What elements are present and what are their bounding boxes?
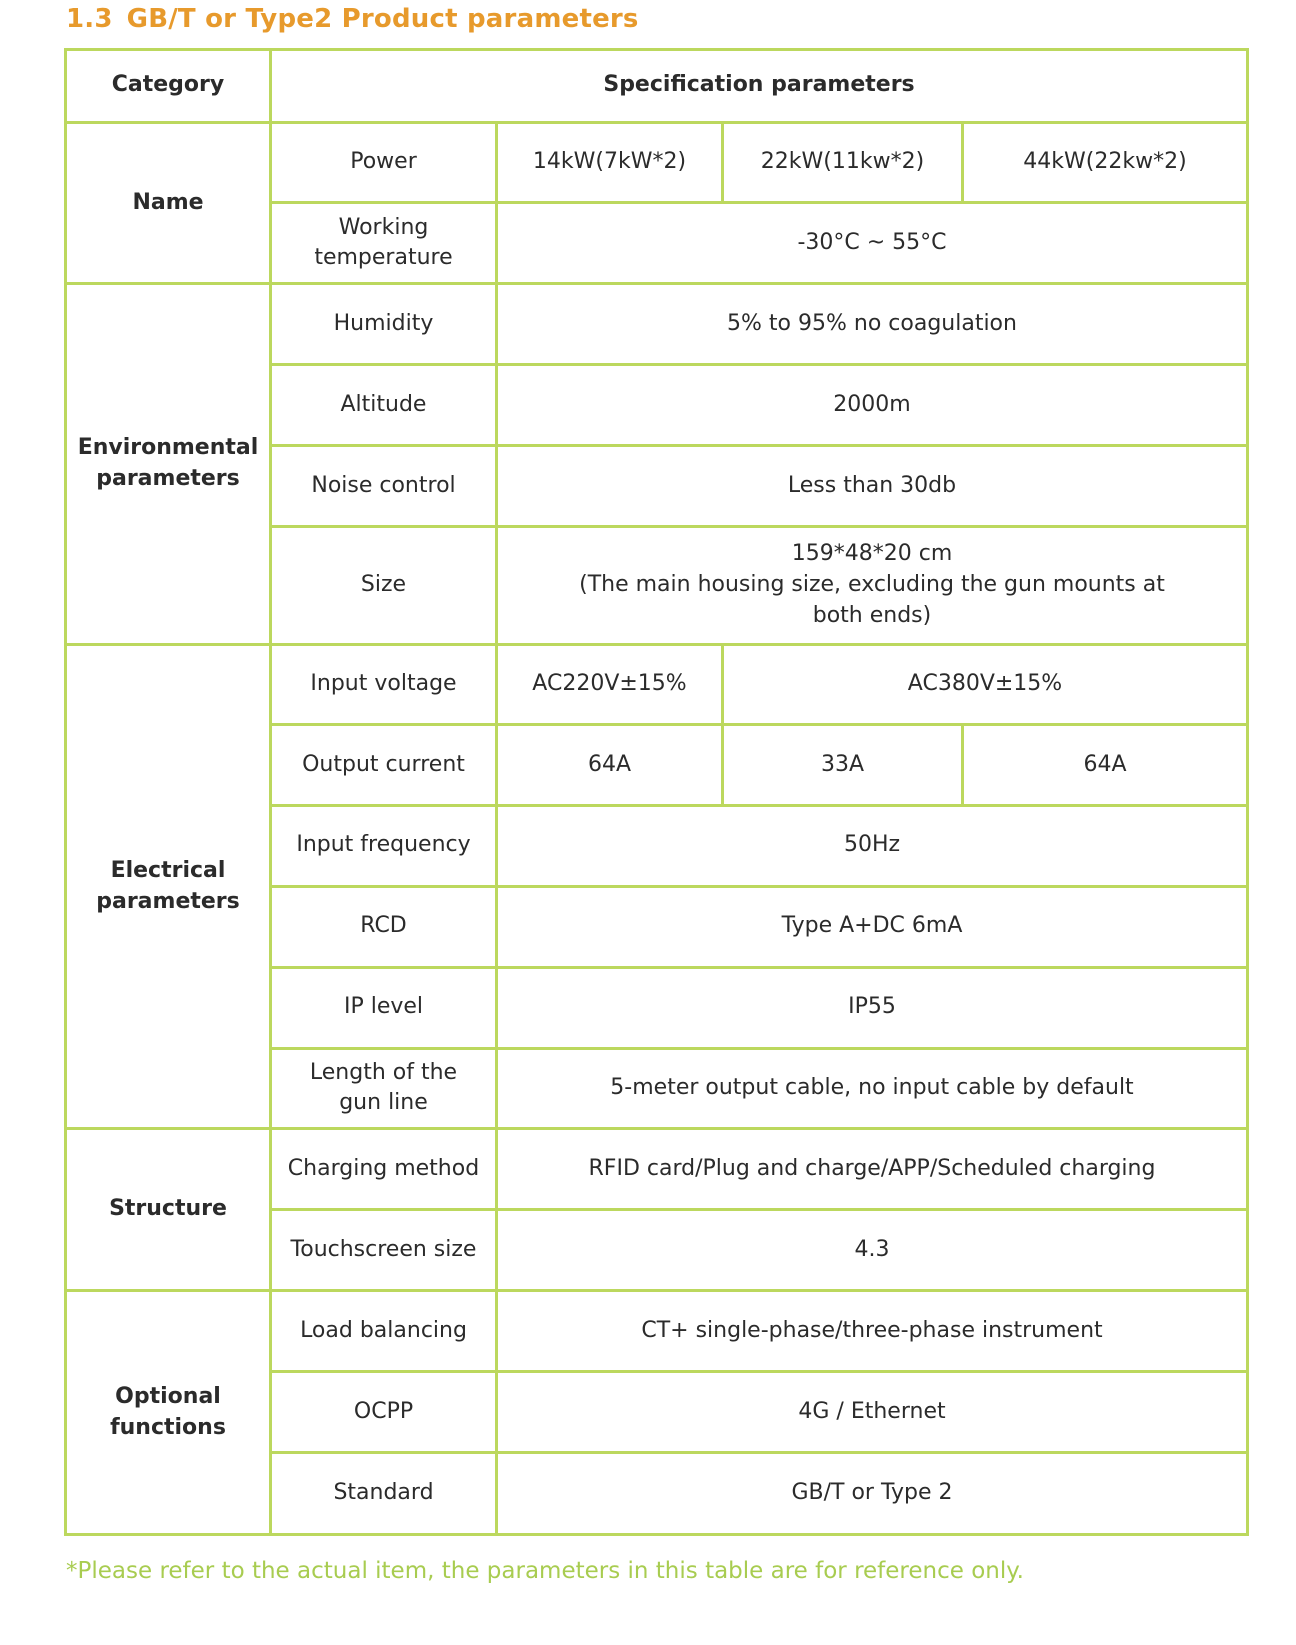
footnote: *Please refer to the actual item, the parameters in this table are for reference only. [66,1558,1024,1584]
row-label: Working temperature [271,203,497,284]
cell-value: AC220V±15% [497,645,723,725]
cell-value: Less than 30db [497,446,1248,527]
row-label: Load balancing [271,1291,497,1372]
category-electrical: Electrical parameters [66,645,271,1129]
table-row [66,122,1248,203]
row-label: Output current [271,725,497,806]
table-row [66,645,1248,725]
cell-value: 33A [723,725,963,806]
cell-value: 64A [963,725,1248,806]
row-label: Input frequency [271,805,497,886]
row-label: Power [271,122,497,203]
cell-value: 4.3 [497,1210,1248,1291]
cell-value: -30°C ~ 55°C [497,203,1248,284]
cell-value: 5-meter output cable, no input cable by default [497,1048,1248,1129]
category-environmental: Environmental parameters [66,284,271,645]
cell-value: AC380V±15% [723,645,1248,725]
row-label: Noise control [271,446,497,527]
cell-value: 50Hz [497,805,1248,886]
cell-value: 2000m [497,365,1248,446]
cell-value: GB/T or Type 2 [497,1452,1248,1534]
cell-value: 4G / Ethernet [497,1372,1248,1453]
row-label: Standard [271,1452,497,1534]
row-label: Charging method [271,1129,497,1210]
row-label: Size [271,526,497,644]
header-category: Category [66,50,271,123]
cell-value: CT+ single-phase/three-phase instrument [497,1291,1248,1372]
row-label: RCD [271,886,497,967]
row-label: OCPP [271,1372,497,1453]
cell-value: 44kW(22kw*2) [963,122,1248,203]
cell-value-size [497,526,1248,644]
section-number: 1.3 [66,4,113,34]
row-label: Length of the gun line [271,1048,497,1129]
table-row [66,284,1248,365]
table-row [66,1129,1248,1210]
category-name: Name [66,122,271,284]
size-dimensions: 159*48*20 cm [791,541,953,567]
spec-table [64,48,1249,1536]
row-label: IP level [271,967,497,1048]
row-label: Humidity [271,284,497,365]
cell-value: IP55 [497,967,1248,1048]
section-title [66,4,639,34]
section-title-text: GB/T or Type2 Product parameters [126,4,639,34]
header-spec: Specification parameters [271,50,1248,123]
cell-value: 5% to 95% no coagulation [497,284,1248,365]
size-note: (The main housing size, excluding the gun mounts at both ends) [579,572,1165,628]
category-optional: Optional functions [66,1291,271,1535]
row-label: Touchscreen size [271,1210,497,1291]
table-header-row [66,50,1248,123]
cell-value: Type A+DC 6mA [497,886,1248,967]
row-label: Input voltage [271,645,497,725]
cell-value: RFID card/Plug and charge/APP/Scheduled charging [497,1129,1248,1210]
table-row [66,1291,1248,1372]
category-structure: Structure [66,1129,271,1291]
cell-value: 22kW(11kw*2) [723,122,963,203]
cell-value: 64A [497,725,723,806]
cell-value: 14kW(7kW*2) [497,122,723,203]
row-label: Altitude [271,365,497,446]
